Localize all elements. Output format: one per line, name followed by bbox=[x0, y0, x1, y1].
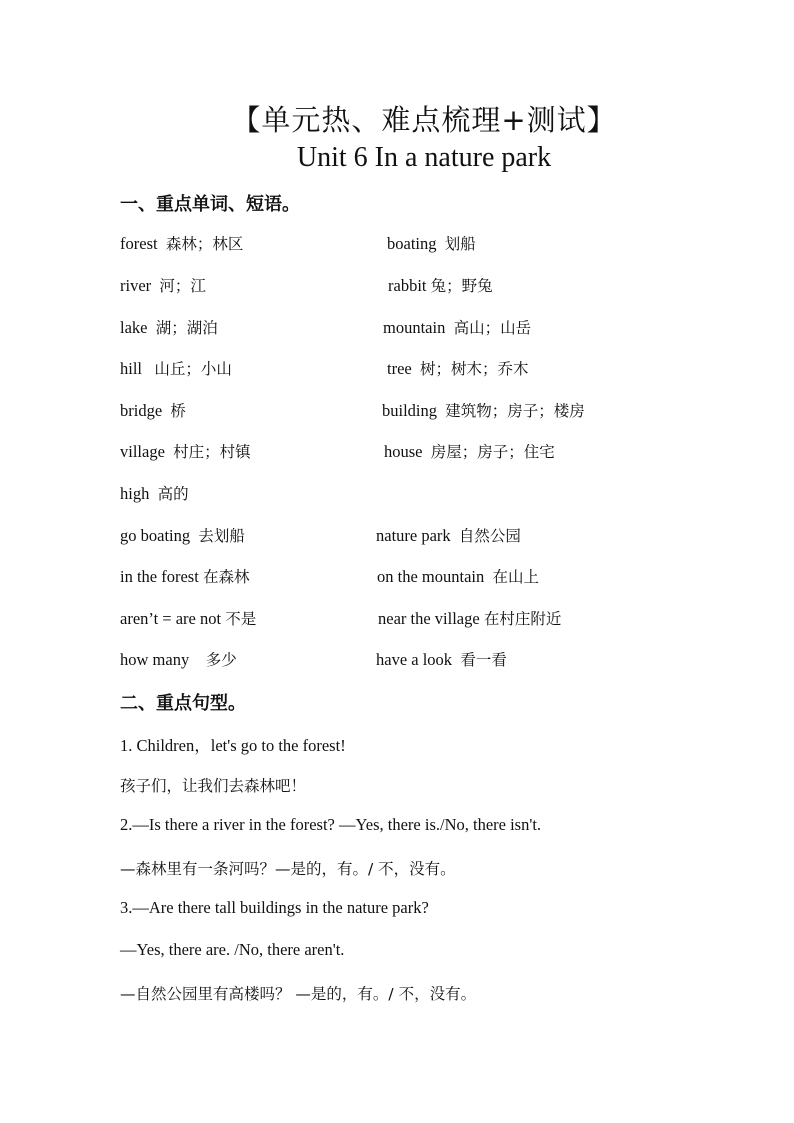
vocab-word: lake bbox=[120, 318, 148, 337]
vocab-word: boating bbox=[387, 234, 437, 253]
vocab-meaning: 村庄；村镇 bbox=[173, 443, 251, 461]
vocab-meaning: 建筑物；房子；楼房 bbox=[445, 402, 585, 420]
vocab-left-item bbox=[120, 357, 232, 379]
vocab-word: mountain bbox=[383, 318, 446, 337]
vocab-row bbox=[120, 648, 720, 672]
vocab-meaning: 兔；野兔 bbox=[430, 277, 493, 295]
document-title-english: Unit 6 In a nature park bbox=[296, 142, 552, 173]
vocab-word: high bbox=[120, 484, 150, 503]
vocab-row bbox=[120, 274, 720, 298]
vocab-meaning: 看一看 bbox=[460, 651, 507, 669]
vocab-left-item bbox=[120, 565, 249, 587]
vocab-meaning: 多少 bbox=[205, 651, 237, 669]
vocab-meaning: 山丘；小山 bbox=[154, 360, 232, 378]
sentence-line: 2.—Is there a river in the forest? —Yes, there is./No, there isn't. bbox=[120, 815, 542, 834]
vocab-right-item bbox=[388, 274, 493, 296]
sentence-translation: —森林里有一条河吗？—是的，有。/ 不，没有。 bbox=[120, 860, 456, 878]
vocab-word: hill bbox=[120, 359, 143, 378]
vocab-word: near the village bbox=[378, 609, 480, 628]
vocab-left-item bbox=[120, 399, 186, 421]
vocab-meaning: 树；树木；乔木 bbox=[419, 360, 529, 378]
vocab-meaning: 高山；山岳 bbox=[453, 319, 532, 337]
vocab-meaning: 在山上 bbox=[492, 568, 539, 586]
vocab-right-item bbox=[378, 607, 561, 629]
vocab-row bbox=[120, 357, 720, 381]
vocab-word: how many bbox=[120, 650, 190, 669]
vocab-row bbox=[120, 399, 720, 423]
vocab-meaning: 高的 bbox=[157, 485, 189, 503]
vocab-right-item bbox=[376, 648, 507, 670]
vocab-left-item bbox=[120, 274, 206, 296]
vocab-word: forest bbox=[120, 234, 158, 253]
vocab-row bbox=[120, 316, 720, 340]
vocab-row bbox=[120, 565, 720, 589]
vocab-word: village bbox=[120, 442, 165, 461]
vocab-meaning: 河；江 bbox=[159, 277, 206, 295]
vocab-row bbox=[120, 232, 720, 256]
vocab-right-item bbox=[376, 524, 521, 546]
vocab-word: go boating bbox=[120, 526, 191, 545]
vocab-meaning: 去划船 bbox=[198, 527, 245, 545]
vocab-word: house bbox=[384, 442, 423, 461]
vocab-left-item bbox=[120, 524, 245, 546]
vocab-left-item bbox=[120, 440, 251, 462]
vocab-word: aren’t = are not bbox=[120, 609, 222, 628]
document-title-chinese: 【单元热、难点梳理+测试】 bbox=[231, 103, 617, 137]
vocab-meaning: 森林；林区 bbox=[165, 235, 244, 253]
vocab-right-item bbox=[382, 399, 585, 421]
vocab-word: nature park bbox=[376, 526, 451, 545]
sentence-translation: 孩子们，让我们去森林吧！ bbox=[120, 777, 307, 795]
vocab-meaning: 划船 bbox=[444, 235, 476, 253]
vocab-meaning: 自然公园 bbox=[458, 527, 521, 545]
vocab-row bbox=[120, 482, 720, 506]
vocab-word: rabbit bbox=[388, 276, 427, 295]
vocab-left-item bbox=[120, 607, 256, 629]
vocab-word: have a look bbox=[376, 650, 453, 669]
vocab-left-item bbox=[120, 316, 218, 338]
vocab-left-item bbox=[120, 648, 237, 670]
vocab-left-item bbox=[120, 482, 189, 504]
vocab-right-item bbox=[383, 316, 531, 338]
vocab-meaning: 桥 bbox=[170, 402, 186, 420]
sentence-line: 1. Children，let's go to the forest! bbox=[120, 736, 346, 755]
vocab-row bbox=[120, 607, 720, 631]
vocab-left-item bbox=[120, 232, 243, 254]
sentence-line: —Yes, there are. /No, there aren't. bbox=[120, 940, 345, 959]
vocab-right-item bbox=[387, 357, 529, 379]
section-heading-vocabulary: 一、重点单词、短语。 bbox=[120, 194, 300, 215]
sentence-line: 3.—Are there tall buildings in the nature park? bbox=[120, 898, 429, 917]
section-heading-sentences: 二、重点句型。 bbox=[120, 693, 246, 714]
vocab-meaning: 不是 bbox=[225, 610, 257, 628]
vocab-right-item bbox=[387, 232, 476, 254]
vocab-meaning: 湖；湖泊 bbox=[155, 319, 218, 337]
vocab-row bbox=[120, 440, 720, 464]
vocab-word: river bbox=[120, 276, 152, 295]
vocab-word: bridge bbox=[120, 401, 163, 420]
vocab-word: in the forest bbox=[120, 567, 199, 586]
vocab-row bbox=[120, 524, 720, 548]
vocab-right-item bbox=[384, 440, 555, 462]
vocab-word: tree bbox=[387, 359, 412, 378]
vocab-meaning: 在森林 bbox=[202, 568, 250, 586]
vocab-meaning: 在村庄附近 bbox=[483, 610, 562, 628]
vocab-word: building bbox=[382, 401, 438, 420]
vocab-word: on the mountain bbox=[377, 567, 485, 586]
vocab-meaning: 房屋；房子；住宅 bbox=[430, 443, 555, 461]
vocab-right-item bbox=[377, 565, 539, 587]
sentence-translation: —自然公园里有高楼吗？ —是的，有。/ 不，没有。 bbox=[120, 985, 477, 1003]
